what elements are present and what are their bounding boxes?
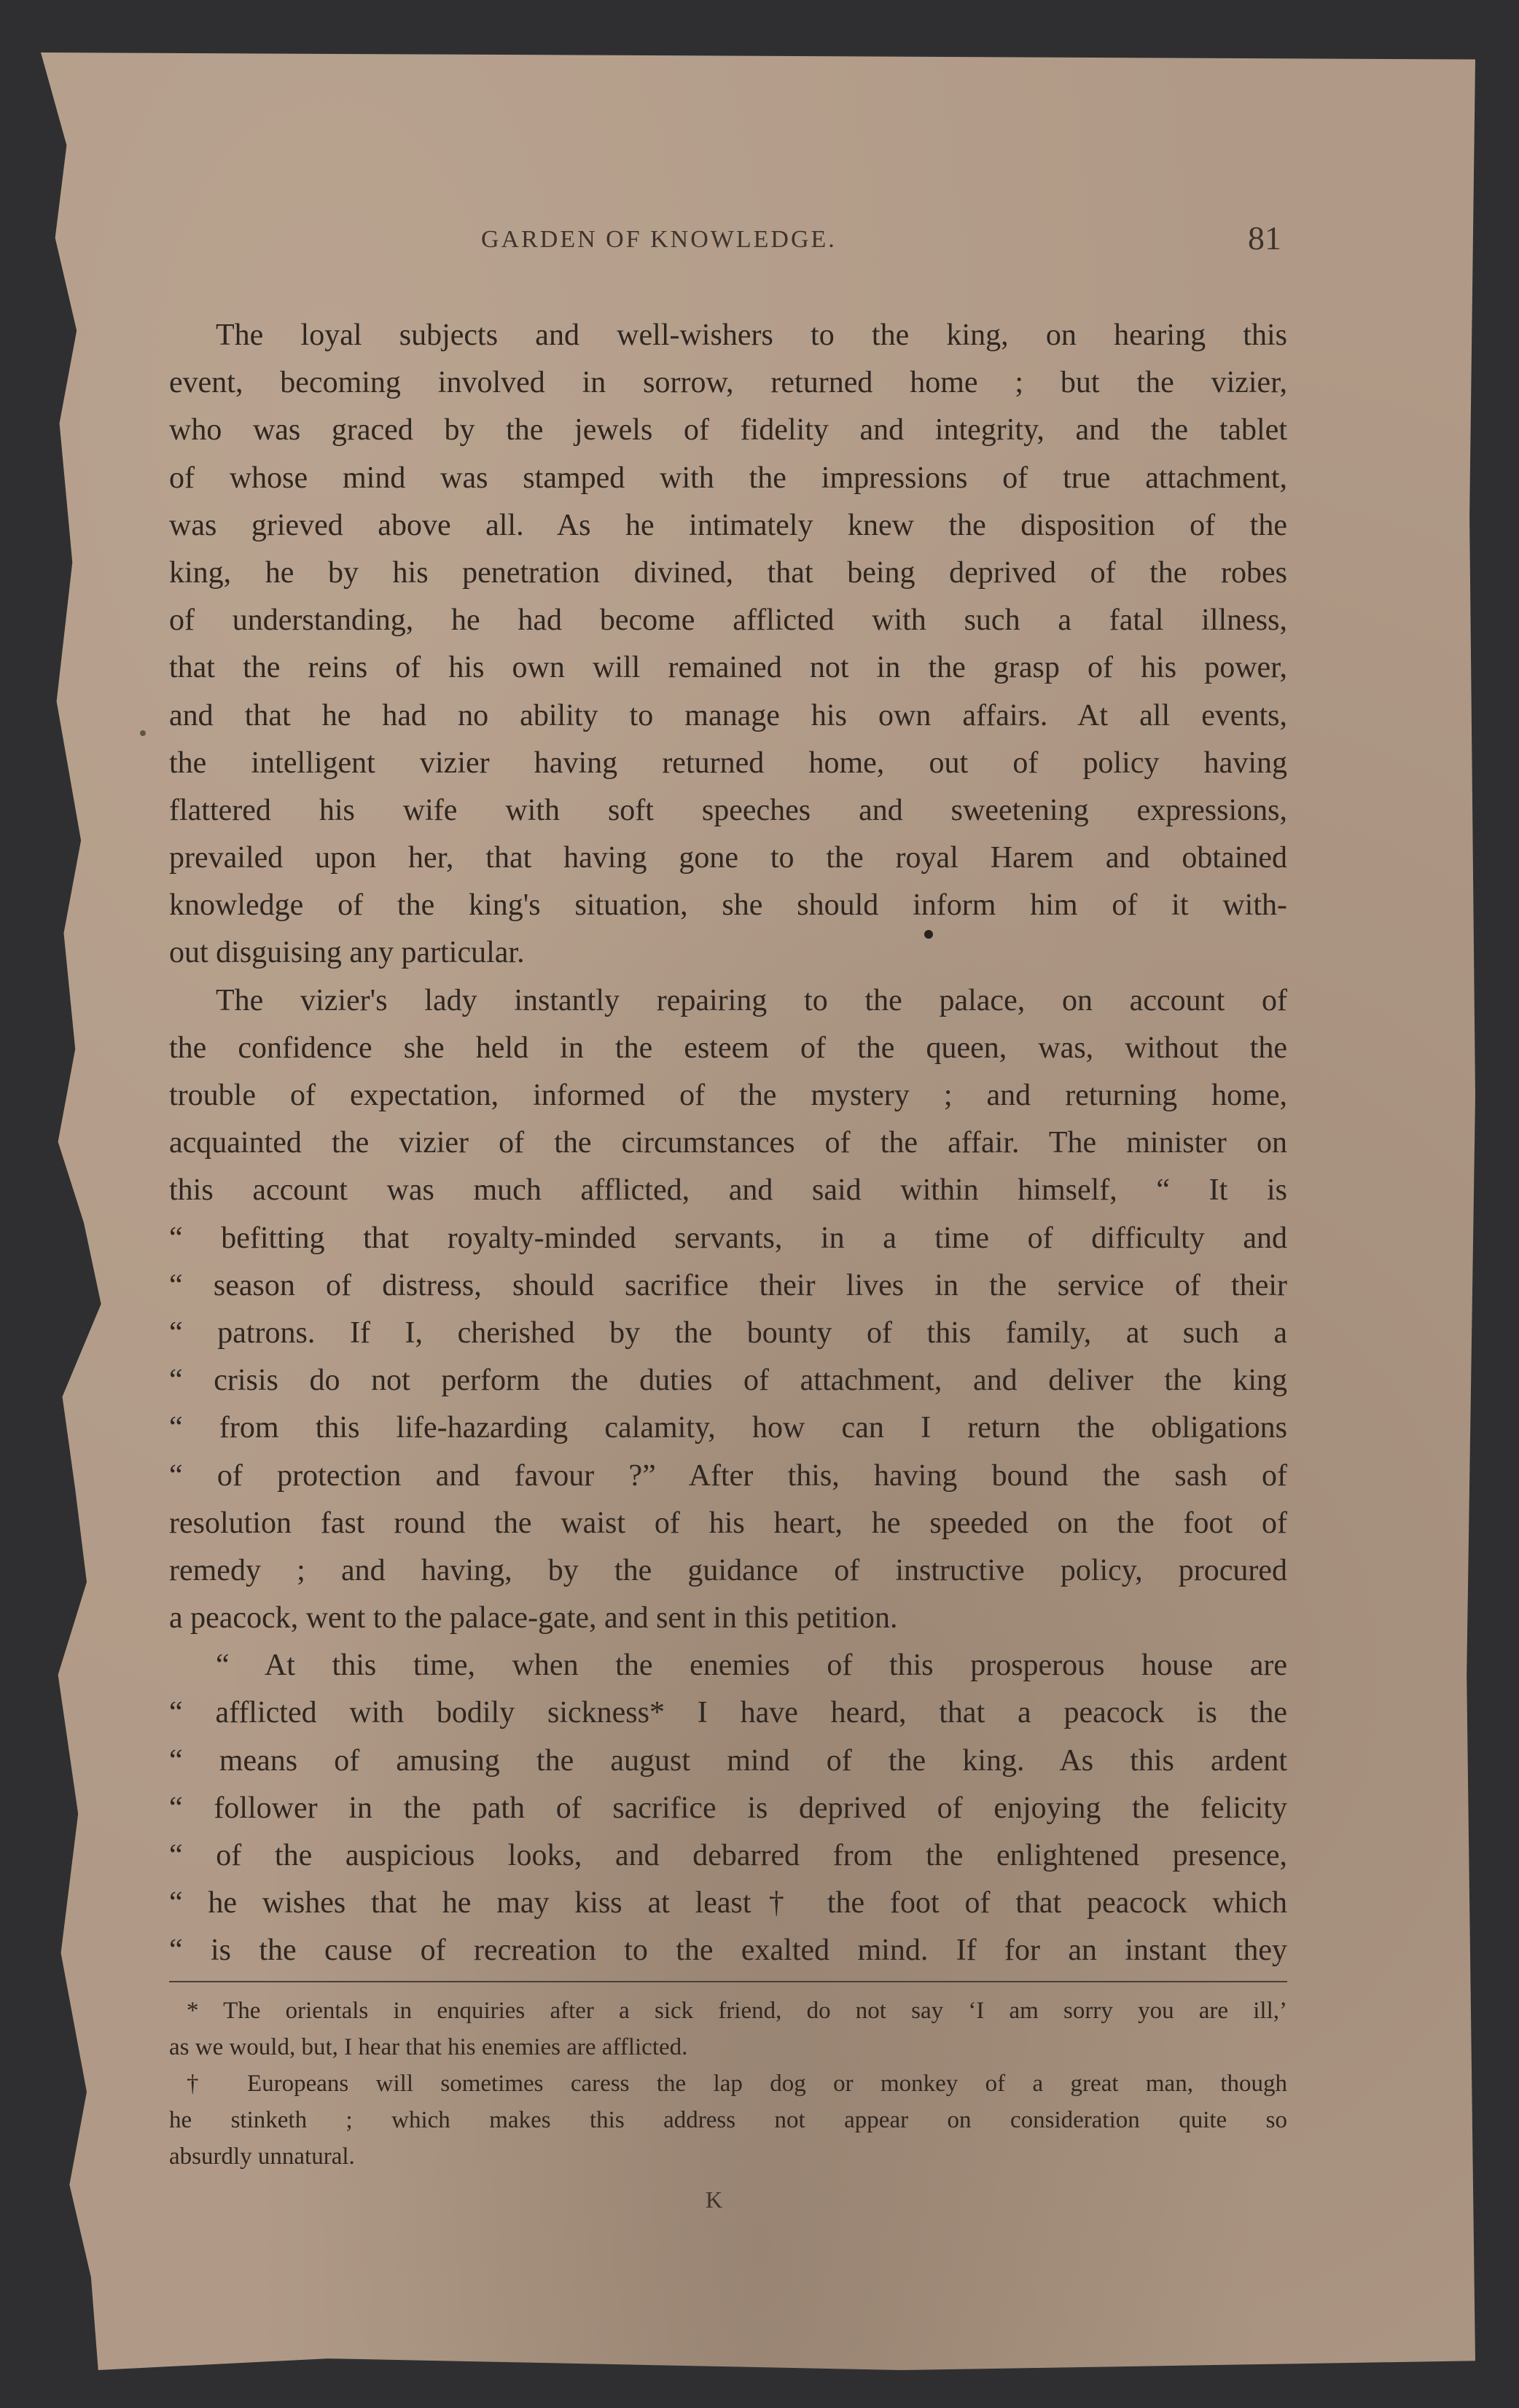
body-line: “ crisis do not perform the duties of attachment, and deliver the king — [169, 1364, 1287, 1398]
body-line: out disguising any particular. — [169, 936, 525, 970]
body-line: this account was much afflicted, and said within himself, “ It is — [169, 1173, 1287, 1208]
body-line: acquainted the vizier of the circumstances of the affair. The minister on — [169, 1126, 1287, 1160]
body-line: trouble of expectation, informed of the mystery ; and returning home, — [169, 1079, 1287, 1112]
footnotes — [169, 1993, 1287, 2175]
body-text — [169, 312, 1287, 1975]
footnote-rule — [169, 1981, 1287, 1982]
ink-spot — [140, 730, 146, 736]
body-line: “ At this time, when the enemies of this prosperous house are — [216, 1649, 1287, 1683]
body-line: of understanding, he had become afflicted with such a fatal illness, — [169, 603, 1287, 638]
signature-mark: K — [706, 2186, 723, 2213]
running-head: GARDEN OF KNOWLEDGE. — [481, 226, 837, 253]
body-line: “ befitting that royalty-minded servants, in a time of difficulty and — [169, 1221, 1287, 1255]
body-line: The vizier's lady instantly repairing to the palace, on account of — [216, 983, 1287, 1017]
body-line: of whose mind was stamped with the impressions of true attachment, — [169, 461, 1287, 495]
footnote-line: * The orientals in enquiries after a sick friend, do not say ‘I am sorry you are ill,’ — [187, 1998, 1287, 2024]
footnote-line: absurdly unnatural. — [169, 2143, 355, 2170]
body-line: the intelligent vizier having returned home, out of policy having — [169, 746, 1287, 780]
body-line: flattered his wife with soft speeches and sweetening expressions, — [169, 793, 1287, 827]
body-line: “ is the cause of recreation to the exalted mind. If for an instant they — [169, 1934, 1287, 1968]
body-line: who was graced by the jewels of fidelity and integrity, and the tablet — [169, 413, 1287, 447]
body-line: prevailed upon her, that having gone to the royal Harem and obtained — [169, 841, 1287, 875]
body-line: a peacock, went to the palace-gate, and sent in this petition. — [169, 1601, 898, 1635]
body-line: king, he by his penetration divined, that being deprived of the robes — [169, 555, 1287, 590]
body-line: “ of protection and favour ?” After this, having bound the sash of — [169, 1458, 1287, 1493]
footnote-line: as we would, but, I hear that his enemies are afflicted. — [169, 2034, 688, 2060]
footnote-line: he stinketh ; which makes this address not appear on consideration quite so — [169, 2107, 1287, 2133]
body-line: the confidence she held in the esteem of the queen, was, without the — [169, 1031, 1287, 1065]
body-line: “ follower in the path of sacrifice is deprived of enjoying the felicity — [169, 1791, 1287, 1825]
body-line: The loyal subjects and well-wishers to the king, on hearing this — [216, 318, 1287, 352]
body-line: “ season of distress, should sacrifice their lives in the service of their — [169, 1268, 1287, 1302]
body-line: remedy ; and having, by the guidance of instructive policy, procured — [169, 1553, 1287, 1587]
body-line: knowledge of the king's situation, she should inform him of it with- — [169, 888, 1287, 923]
page-number: 81 — [1248, 219, 1281, 257]
body-line: event, becoming involved in sorrow, returned home ; but the vizier, — [169, 366, 1287, 400]
body-line: “ of the auspicious looks, and debarred from the enlightened presence, — [169, 1839, 1287, 1872]
body-line: that the reins of his own will remained not in the grasp of his power, — [169, 651, 1287, 685]
body-line: “ he wishes that he may kiss at least† the foot of that peacock which — [169, 1886, 1287, 1920]
footnote-line: † Europeans will sometimes caress the lap dog or monkey of a great man, though — [187, 2071, 1287, 2097]
body-line: and that he had no ability to manage his own affairs. At all events, — [169, 698, 1287, 732]
body-line: “ afflicted with bodily sickness* I have heard, that a peacock is the — [169, 1696, 1287, 1730]
body-line: “ patrons. If I, cherished by the bounty of this family, at such a — [169, 1316, 1287, 1350]
body-line: “ means of amusing the august mind of the king. As this ardent — [169, 1743, 1287, 1778]
body-line: “ from this life-hazarding calamity, how can I return the obligations — [169, 1411, 1287, 1445]
ink-spot — [924, 930, 933, 939]
body-line: was grieved above all. As he intimately knew the disposition of the — [169, 508, 1287, 542]
body-line: resolution fast round the waist of his heart, he speeded on the foot of — [169, 1506, 1287, 1540]
